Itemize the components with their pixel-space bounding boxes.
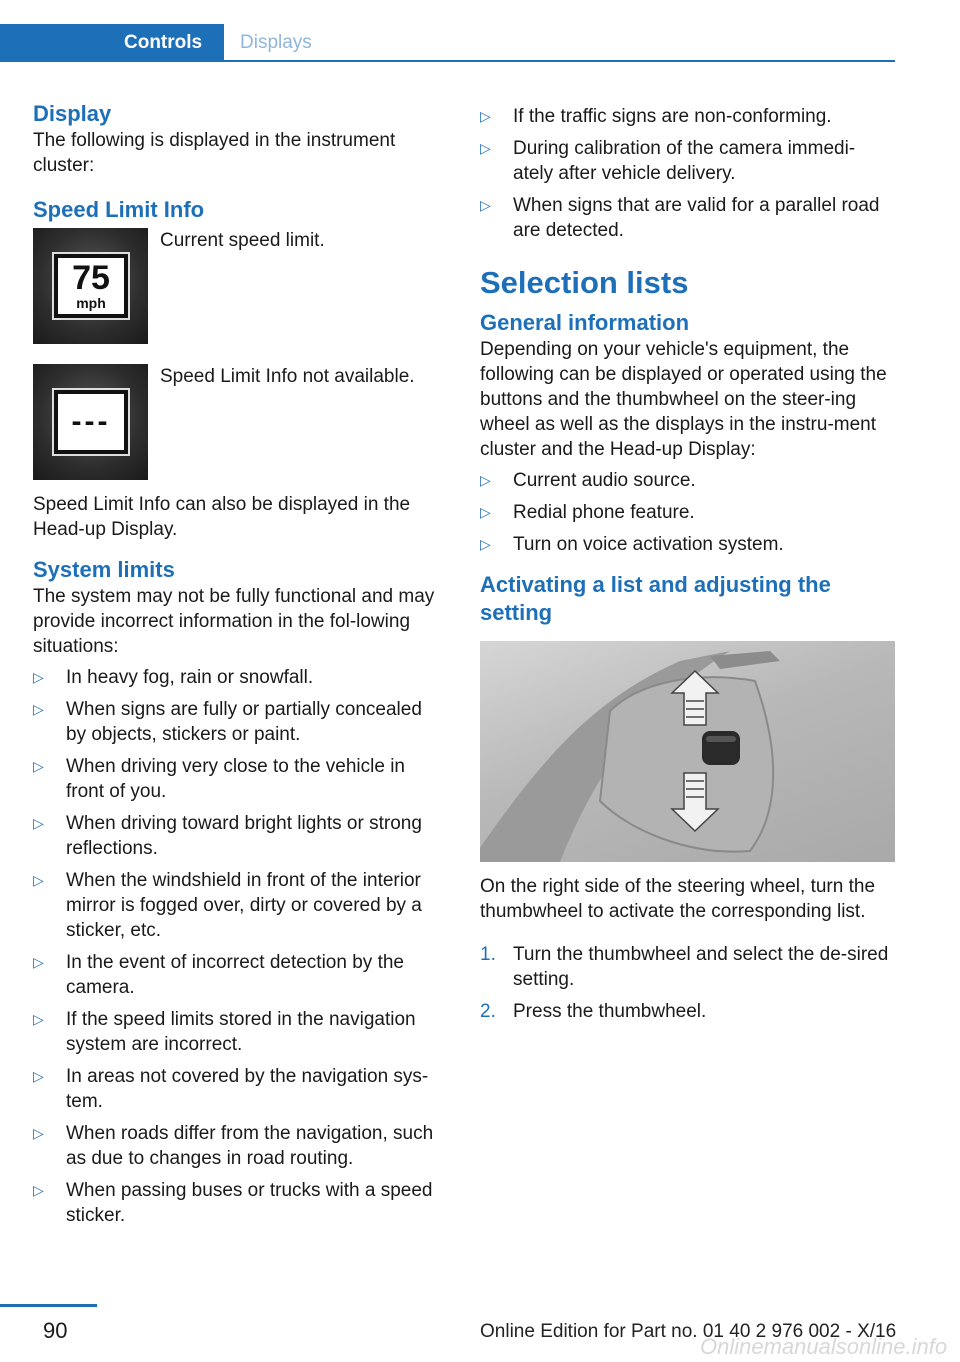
general-information-list [480, 468, 895, 557]
speed-limit-row [33, 228, 445, 344]
left-column [33, 100, 445, 1235]
list-item: ▷ When signs that are valid for a parallel road are detected. [480, 195, 880, 241]
speed-limit-info-heading: Speed Limit Info [33, 197, 205, 222]
speed-limit-unit: mph [76, 295, 106, 311]
thumbwheel-text: On the right side of the steering wheel, turn the thumbwheel to activate the corresponding list. [480, 876, 876, 922]
steering-wheel-illustration [480, 641, 895, 862]
triangle-bullet-icon: ▷ [480, 140, 491, 156]
thumbwheel-highlight [706, 736, 736, 742]
watermark: Onlinemanualsonline.info [700, 1334, 948, 1359]
tab-displays[interactable]: Displays [240, 32, 312, 53]
list-item: ▷ When roads differ from the navigation, such as due to changes in road routing. [33, 1123, 434, 1169]
list-item: ▷ Current audio source. [480, 470, 696, 491]
list-item: ▷ If the traffic signs are non-conforming. [480, 106, 832, 127]
chapter-tab-bar [0, 24, 895, 62]
list-item: 1. Turn the thumbwheel and select the de‐sired setting. [480, 944, 889, 990]
triangle-bullet-icon: ▷ [33, 872, 44, 888]
edition-text: Online Edition for Part no. 01 40 2 976 002 - X/16 [480, 1321, 897, 1342]
list-item: ▷ In the event of incorrect detection by the camera. [33, 952, 404, 998]
list-item: ▷ When signs are fully or partially concealed by objects, stickers or paint. [33, 699, 422, 745]
right-column [480, 100, 895, 1031]
triangle-bullet-icon: ▷ [33, 815, 44, 831]
display-heading: Display [33, 101, 112, 126]
general-information-text: Depending on your vehicle's equipment, the following can be displayed or operated using the buttons and the thumbwheel on the steer‐ing wheel as well as the displays in the instru‐ment cluster and the Head-up Display: [480, 339, 887, 460]
list-item: ▷ When driving very close to the vehicle in front of you. [33, 756, 405, 802]
triangle-bullet-icon: ▷ [33, 1182, 44, 1198]
unavailable-dashes: --- [71, 405, 111, 438]
list-item: ▷ When the windshield in front of the interior mirror is fogged over, dirty or covered by a sticker, etc. [33, 870, 422, 941]
list-item: 2. Press the thumbwheel. [480, 1001, 707, 1022]
system-limits-list [33, 665, 445, 1228]
list-item: ▷ When passing buses or trucks with a speed sticker. [33, 1180, 433, 1226]
system-limits-heading: System limits [33, 557, 175, 582]
speed-limit-value: 75 [72, 259, 110, 297]
triangle-bullet-icon: ▷ [33, 954, 44, 970]
list-item: ▷ Turn on voice activation system. [480, 534, 784, 555]
triangle-bullet-icon: ▷ [480, 197, 491, 213]
tab-controls[interactable]: Controls [0, 24, 224, 62]
speed-limit-unavailable-sign [54, 390, 128, 454]
hud-text: Speed Limit Info can also be displayed in the Head-up Display. [33, 494, 411, 540]
list-item: ▷ If the speed limits stored in the navigation system are incorrect. [33, 1009, 416, 1055]
selection-lists-heading: Selection lists [480, 265, 689, 300]
list-item: ▷ Redial phone feature. [480, 502, 695, 523]
speed-limit-unavailable-row [33, 364, 445, 480]
system-limits-list-continued [480, 104, 895, 243]
triangle-bullet-icon: ▷ [33, 758, 44, 774]
page-number: 90 [43, 1318, 68, 1343]
list-item: ▷ During calibration of the camera immedi‐ately after vehicle delivery. [480, 138, 856, 184]
list-item: ▷ In heavy fog, rain or snowfall. [33, 667, 314, 688]
activating-list-heading: Activating a list and adjusting the setting [480, 572, 831, 625]
triangle-bullet-icon: ▷ [480, 472, 491, 488]
triangle-bullet-icon: ▷ [480, 536, 491, 552]
steps-list [480, 942, 895, 1024]
speed-limit-sign [54, 254, 128, 318]
speed-limit-sign-image [33, 228, 148, 344]
footer-rule [0, 1304, 97, 1307]
triangle-bullet-icon: ▷ [33, 669, 44, 685]
steering-wheel-thumbwheel-image [480, 641, 895, 862]
speed-limit-unavailable-caption: Speed Limit Info not available. [160, 366, 415, 387]
display-text: The following is displayed in the instrument cluster: [33, 130, 396, 176]
triangle-bullet-icon: ▷ [33, 701, 44, 717]
speed-limit-caption: Current speed limit. [160, 230, 325, 251]
triangle-bullet-icon: ▷ [33, 1125, 44, 1141]
triangle-bullet-icon: ▷ [33, 1011, 44, 1027]
triangle-bullet-icon: ▷ [480, 504, 491, 520]
system-limits-text: The system may not be fully functional and may provide incorrect information in the fol‐lowing situations: [33, 586, 435, 657]
general-information-heading: General information [480, 310, 690, 335]
speed-limit-unavailable-image [33, 364, 148, 480]
triangle-bullet-icon: ▷ [33, 1068, 44, 1084]
list-item: ▷ In areas not covered by the navigation sys‐tem. [33, 1066, 429, 1112]
list-item: ▷ When driving toward bright lights or strong reflections. [33, 813, 422, 859]
triangle-bullet-icon: ▷ [480, 108, 491, 124]
